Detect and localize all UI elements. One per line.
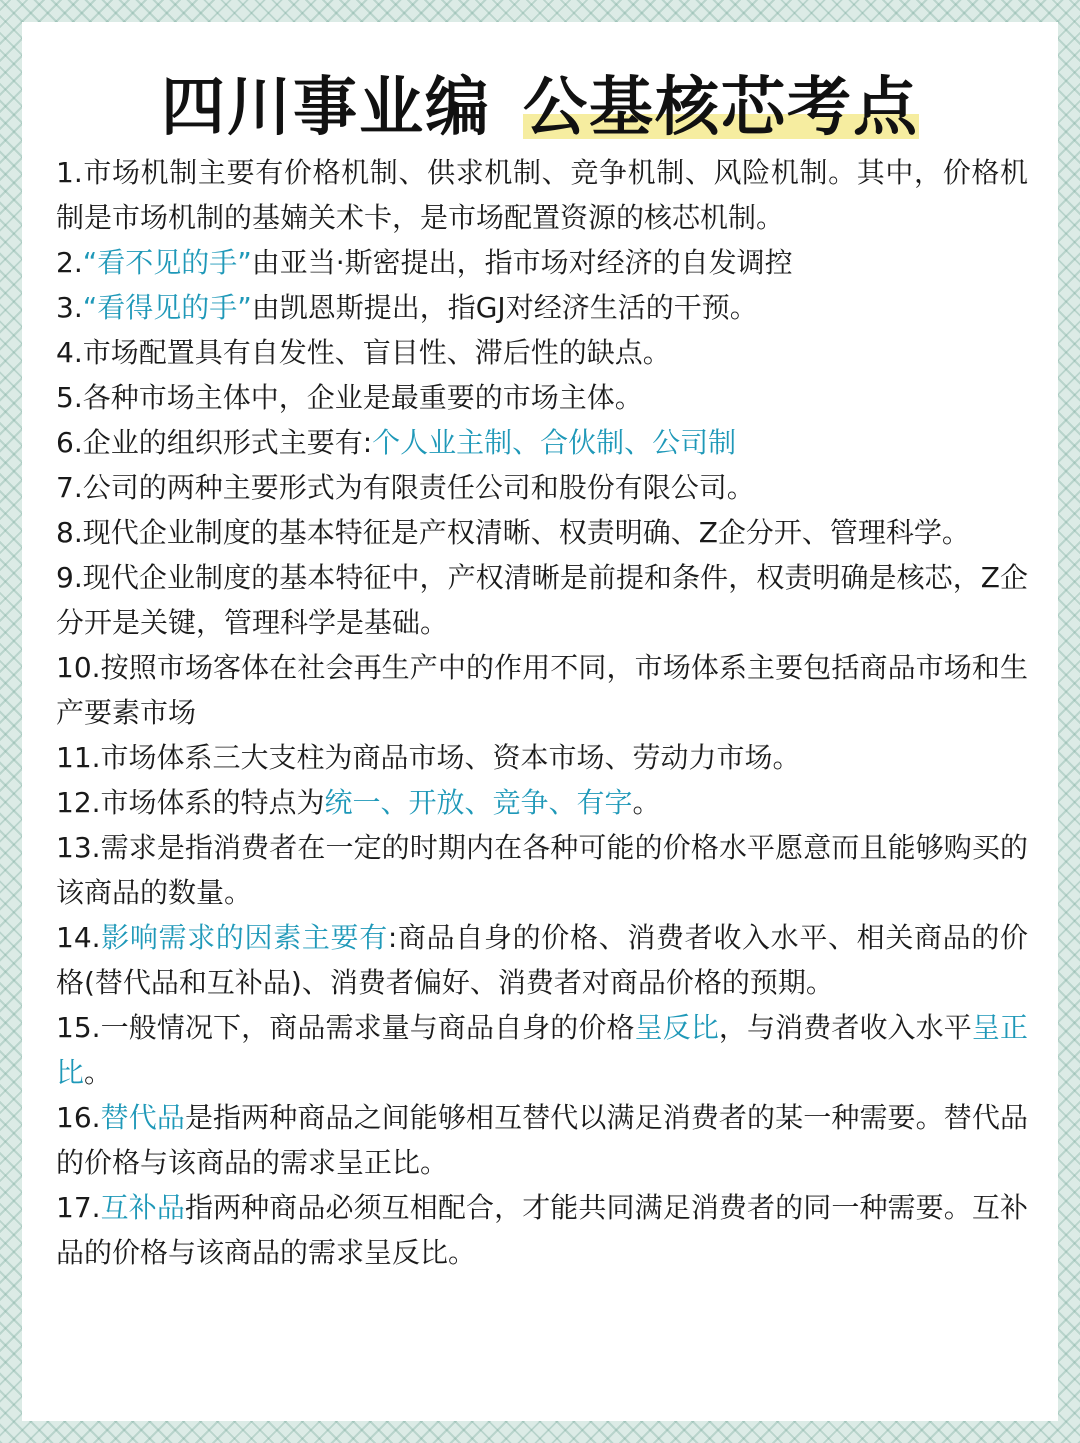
title-text: [161, 66, 919, 150]
key-point-item: [56, 465, 1028, 510]
point-text: ，与消费者收入水平: [718, 1011, 972, 1044]
highlighted-text: 互补品: [100, 1191, 185, 1224]
key-points-list: [56, 150, 1028, 1275]
point-text: 13.需求是指消费者在一定的时期内在各种可能的价格水平愿意而且能够购买的该商品的数量。: [56, 831, 1028, 909]
key-point-item: [56, 645, 1028, 735]
point-text: 12.市场体系的特点为: [56, 786, 325, 819]
highlighted-text: 替代品: [100, 1101, 185, 1134]
highlighted-text: “看不见的手”: [82, 246, 252, 279]
highlighted-text: “看得见的手”: [82, 291, 252, 324]
note-sheet: [22, 22, 1058, 1421]
key-point-item: [56, 780, 1028, 825]
highlighted-text: 统一、开放、竞争、有字: [324, 786, 633, 819]
point-text: 是指两种商品之间能够相互替代以满足消费者的某一种需要。替代品的价格与该商品的需求呈正比。: [56, 1101, 1028, 1179]
point-text: 指两种商品必须互相配合，才能共同满足消费者的同一种需要。互补品的价格与该商品的需求呈反比。: [56, 1191, 1028, 1269]
point-text: 。: [84, 1056, 113, 1089]
key-point-item: [56, 240, 1028, 285]
highlighted-text: 呈正比: [56, 1011, 1028, 1089]
point-text: 7.公司的两种主要形式为有限责任公司和股份有限公司。: [56, 471, 755, 504]
key-point-item: [56, 285, 1028, 330]
highlighted-text: 影响需求的因素主要有: [100, 921, 388, 954]
key-point-item: [56, 825, 1028, 915]
key-point-item: [56, 420, 1028, 465]
point-text: 1.市场机制主要有价格机制、供求机制、竞争机制、风险机制。其中，价格机制是市场机制的基婻关术卡，是市场配置资源的核芯机制。: [56, 156, 1028, 234]
point-text: 11.市场体系三大支柱为商品市场、资本市场、劳动力市场。: [56, 741, 801, 774]
point-text: 17.: [56, 1191, 101, 1224]
highlighted-text: 个人业主制、合伙制、公司制: [372, 426, 737, 459]
key-point-item: [56, 150, 1028, 240]
page-title: [22, 66, 1058, 150]
title-part-a: 四川事业编: [161, 71, 491, 145]
point-text: 3.: [56, 291, 83, 324]
point-text: 由亚当·斯密提出，指市场对经济的自发调控: [251, 246, 793, 279]
key-point-item: [56, 915, 1028, 1005]
point-text: 15.一般情况下，商品需求量与商品自身的价格: [56, 1011, 635, 1044]
key-point-item: [56, 510, 1028, 555]
point-text: 4.市场配置具有自发性、盲目性、滞后性的缺点。: [56, 336, 671, 369]
title-part-b: 公基核芯考点: [523, 71, 919, 145]
point-text: 8.现代企业制度的基本特征是产权清晰、权责明确、Z企分开、管理科学。: [56, 516, 970, 549]
point-text: 14.: [56, 921, 101, 954]
key-point-item: [56, 1185, 1028, 1275]
point-text: 2.: [56, 246, 83, 279]
highlighted-text: 呈反比: [634, 1011, 719, 1044]
point-text: 16.: [56, 1101, 101, 1134]
point-text: 由凯恩斯提出，指GJ对经济生活的干预。: [251, 291, 758, 324]
point-text: 6.企业的组织形式主要有:: [56, 426, 373, 459]
key-point-item: [56, 1005, 1028, 1095]
key-point-item: [56, 1095, 1028, 1185]
point-text: 9.现代企业制度的基本特征中，产权清晰是前提和条件，权责明确是核芯，Z企分开是关键，管理科学是基础。: [56, 561, 1028, 639]
key-point-item: [56, 330, 1028, 375]
point-text: 。: [632, 786, 661, 819]
key-point-item: [56, 555, 1028, 645]
point-text: :商品自身的价格、消费者收入水平、相关商品的价格(替代品和互补品)、消费者偏好、消费者对商品价格的预期。: [56, 921, 1028, 999]
point-text: 5.各种市场主体中，企业是最重要的市场主体。: [56, 381, 643, 414]
key-point-item: [56, 375, 1028, 420]
key-point-item: [56, 735, 1028, 780]
point-text: 10.按照市场客体在社会再生产中的作用不同，市场体系主要包括商品市场和生产要素市场: [56, 651, 1028, 729]
